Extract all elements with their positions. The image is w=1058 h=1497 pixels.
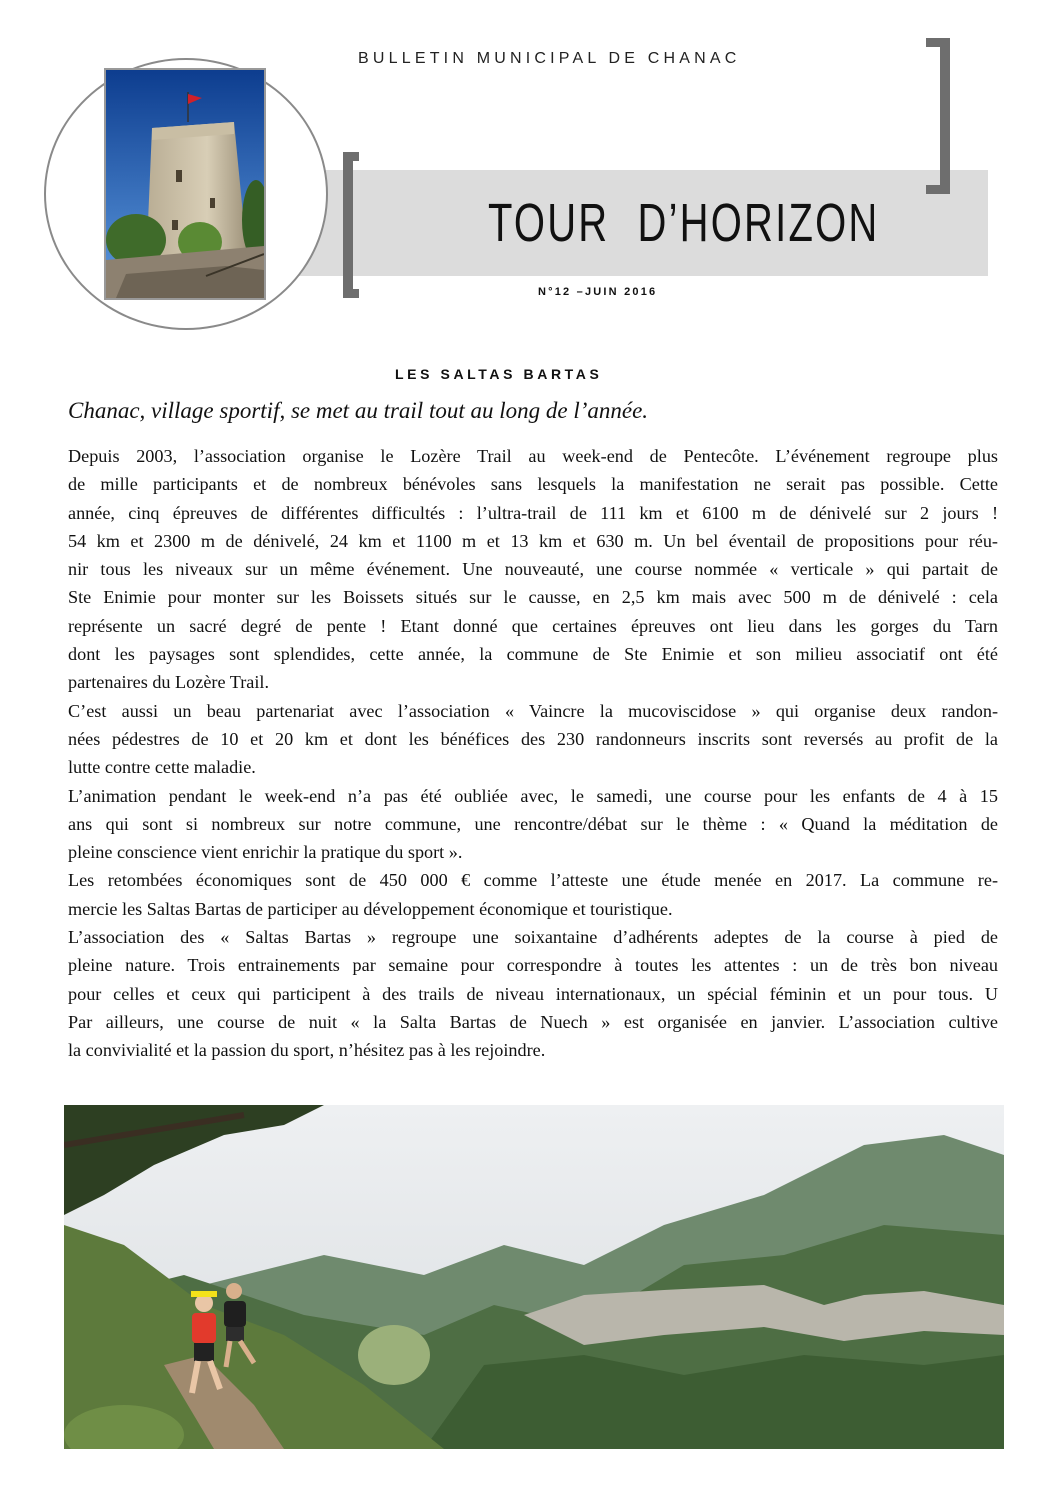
tower-illustration [106, 70, 264, 298]
body-line: nir tous les niveaux sur un même événement. Une nouveauté, une course nommée « verticale » qui partait de [68, 559, 998, 580]
body-line: lutte contre cette maladie. [68, 757, 256, 778]
trail-runners-photo [64, 1105, 1004, 1449]
left-bracket-decoration [343, 152, 359, 298]
body-line: ans qui sont si nombreux sur notre commune, une rencontre/débat sur le thème : « Quand la méditation de [68, 813, 998, 834]
right-bracket-decoration [926, 38, 950, 194]
body-line: partenaires du Lozère Trail. [68, 672, 270, 693]
body-line: la convivialité et la passion du sport, n’hésitez pas à les rejoindre. [68, 1040, 546, 1061]
body-line: Les retombées économiques sont de 450 000 € comme l’atteste une étude menée en 2017. La commune re- [68, 870, 998, 891]
body-line: Ste Enimie pour monter sur les Boissets situés sur le causse, en 2,5 km mais avec 500 m de dénivelé : cela [68, 587, 998, 608]
bulletin-name: BULLETIN MUNICIPAL DE CHANAC [358, 50, 741, 67]
article-body [68, 442, 998, 1065]
body-line: mercie les Saltas Bartas de participer au développement économique et touristique. [68, 898, 673, 919]
body-line: de mille participants et de nombreux bénévoles sans lesquels la manifestation ne serait pas possible. Cette [68, 474, 998, 495]
body-line: pleine nature. Trois entrainements par semaine pour correspondre à toutes les attentes : un de très bon niveau [68, 955, 998, 976]
page-title: TOUR D’HORIZON [488, 193, 880, 253]
body-line: L’animation pendant le week-end n’a pas été oubliée avec, le samedi, une course pour les enfants de 4 à 15 [68, 785, 998, 806]
body-line: L’association des « Saltas Bartas » regroupe une soixantaine d’adhérents adeptes de la course à pied de [68, 927, 998, 948]
body-line: Depuis 2003, l’association organise le Lozère Trail au week-end de Pentecôte. L’événement regroupe plus [68, 446, 998, 466]
body-line: dont les paysages sont splendides, cette année, la commune de Ste Enimie et son milieu associatif ont été [68, 644, 998, 665]
tower-image [104, 68, 266, 300]
body-line: 54 km et 2300 m de dénivelé, 24 km et 1100 m et 13 km et 630 m. Un bel éventail de propositions pour réu- [68, 530, 998, 551]
body-line: année, cinq épreuves de différentes difficultés : l’ultra-trail de 111 km et 6100 m de dénivelé sur 2 jours ! [68, 502, 998, 523]
body-line: Par ailleurs, une course de nuit « la Salta Bartas de Nuech » est organisée en janvier. L’association cultive [68, 1011, 998, 1032]
body-line: représente un sacré degré de pente ! Etant donné que certaines épreuves ont lieu dans les gorges du Tarn [68, 615, 998, 636]
body-line: C’est aussi un beau partenariat avec l’association « Vaincre la mucoviscidose » qui organise deux randon- [68, 700, 998, 721]
trail-landscape-illustration [64, 1105, 1004, 1449]
body-line: nées pédestres de 10 et 20 km et dont les bénéfices des 230 randonneurs inscrits sont reversés au profit de la [68, 728, 998, 749]
body-line: pour celles et ceux qui participent à des trails de niveau internationaux, un spécial féminin et un pour tous. U [68, 983, 998, 1004]
article-subtitle: Chanac, village sportif, se met au trail tout au long de l’année. [68, 398, 649, 423]
issue-number: N°12 –JUIN 2016 [538, 286, 658, 298]
body-line: pleine conscience vient enrichir la pratique du sport ». [68, 842, 463, 863]
section-title: LES SALTAS BARTAS [395, 366, 603, 382]
